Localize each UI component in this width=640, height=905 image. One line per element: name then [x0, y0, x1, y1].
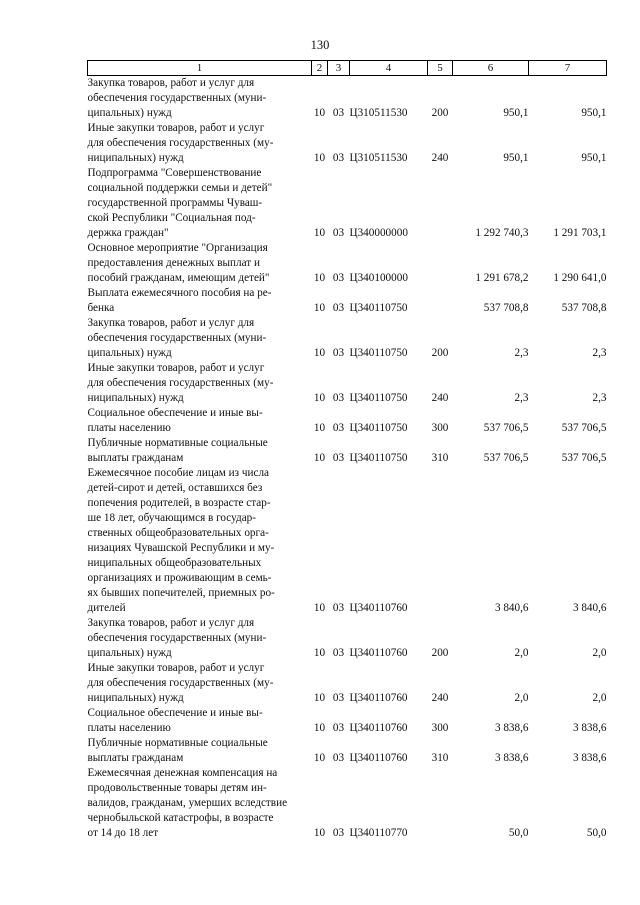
amount-year-2: 2,0	[592, 647, 607, 659]
row-name-line: детей-сирот и детей, оставшихся без	[87, 482, 263, 494]
target-article-code: Ц310511530	[349, 152, 408, 164]
amount-year-2: 950,1	[581, 152, 607, 164]
row-name	[88, 241, 312, 286]
budget-table	[87, 60, 607, 841]
expense-type-code: 310	[431, 452, 449, 464]
amount-year-1: 1 292 740,3	[475, 227, 529, 239]
row-name-line: Закупка товаров, работ и услуг для	[87, 317, 255, 329]
row-name-line: обеспечения государственных (муни-	[87, 632, 267, 644]
section-code: 10	[313, 422, 326, 434]
table-row	[88, 661, 607, 706]
amount-year-2: 537 708,8	[561, 302, 607, 314]
amount-year-1: 2,3	[514, 392, 529, 404]
table-row	[88, 76, 607, 122]
subsection-code: 03	[332, 602, 345, 614]
row-name-line: ях бывших попечителей, приемных ро-	[87, 587, 275, 599]
section-code: 10	[313, 647, 326, 659]
row-name-line: ниципальных) нужд	[87, 392, 184, 404]
subsection-code: 03	[332, 722, 345, 734]
expense-type-code: 310	[431, 752, 449, 764]
column-header: 7	[529, 61, 607, 76]
subsection-code: 03	[332, 422, 345, 434]
expense-type-code: 300	[431, 422, 449, 434]
amount-year-2: 3 838,6	[572, 722, 607, 734]
expense-type-code	[428, 166, 453, 241]
table-row	[88, 406, 607, 436]
target-article-code: Ц340110750	[349, 392, 408, 404]
section-code: 10	[313, 722, 326, 734]
table-row	[88, 436, 607, 466]
row-name	[88, 766, 312, 841]
row-name-line: для обеспечения государственных (му-	[87, 377, 274, 389]
amount-year-2: 1 290 641,0	[553, 272, 607, 284]
row-name-line: платы населению	[87, 722, 171, 734]
row-name	[88, 466, 312, 616]
row-name-line: держка граждан"	[87, 227, 169, 239]
row-name-line: обеспечения государственных (муни-	[87, 92, 267, 104]
subsection-code: 03	[332, 452, 345, 464]
amount-year-2: 2,0	[592, 692, 607, 704]
target-article-code: Ц340110760	[349, 602, 408, 614]
row-name-line: ниципальных общеобразовательных	[87, 557, 262, 569]
section-code: 10	[313, 272, 326, 284]
row-name-line: дителей	[87, 602, 126, 614]
amount-year-2: 2,3	[592, 392, 607, 404]
row-name	[88, 286, 312, 316]
section-code: 10	[313, 452, 326, 464]
column-header: 3	[328, 61, 350, 76]
row-name-line: ше 18 лет, обучающимся в государ-	[87, 512, 256, 524]
row-name	[88, 661, 312, 706]
table-row	[88, 466, 607, 616]
amount-year-2: 3 840,6	[572, 602, 607, 614]
target-article-code: Ц340110750	[349, 452, 408, 464]
row-name	[88, 706, 312, 736]
section-code: 10	[313, 752, 326, 764]
row-name-line: пособий гражданам, имеющим детей"	[87, 272, 270, 284]
row-name	[88, 76, 312, 122]
amount-year-2: 50,0	[586, 827, 607, 839]
row-name	[88, 736, 312, 766]
target-article-code: Ц340110750	[349, 302, 408, 314]
row-name-line: попечения родителей, в возрасте стар-	[87, 497, 271, 509]
amount-year-2: 537 706,5	[561, 452, 607, 464]
row-name-line: ской Республики "Социальная под-	[87, 212, 256, 224]
section-code: 10	[313, 602, 326, 614]
target-article-code: Ц340110770	[349, 827, 408, 839]
table-row	[88, 286, 607, 316]
amount-year-2: 1 291 703,1	[553, 227, 607, 239]
target-article-code: Ц340110750	[349, 422, 408, 434]
row-name-line: ниципальных) нужд	[87, 152, 184, 164]
row-name-line: Выплата ежемесячного пособия на ре-	[87, 287, 272, 299]
row-name-line: бенка	[87, 302, 115, 314]
amount-year-1: 537 708,8	[483, 302, 529, 314]
target-article-code: Ц340110760	[349, 752, 408, 764]
row-name-line: ственных общеобразовательных орга-	[87, 527, 269, 539]
row-name-line: социальной поддержки семьи и детей"	[87, 182, 273, 194]
row-name	[88, 616, 312, 661]
row-name-line: Публичные нормативные социальные	[87, 437, 268, 449]
column-header: 4	[350, 61, 428, 76]
table-row	[88, 166, 607, 241]
row-name-line: низациях Чувашской Республики и му-	[87, 542, 275, 554]
row-name	[88, 361, 312, 406]
amount-year-1: 3 838,6	[494, 722, 529, 734]
table-row	[88, 361, 607, 406]
row-name-line: Публичные нормативные социальные	[87, 737, 268, 749]
row-name-line: валидов, гражданам, умерших вследствие	[87, 797, 288, 809]
row-name-line: организациях и проживающим в семь-	[87, 572, 272, 584]
row-name-line: Иные закупки товаров, работ и услуг	[87, 662, 265, 674]
amount-year-1: 2,3	[514, 347, 529, 359]
amount-year-2: 3 838,6	[572, 752, 607, 764]
row-name-line: ципальных) нужд	[87, 347, 172, 359]
subsection-code: 03	[332, 647, 345, 659]
row-name-line: продовольственные товары детям ин-	[87, 782, 267, 794]
row-name-line: Ежемесячная денежная компенсация на	[87, 767, 278, 779]
row-name-line: для обеспечения государственных (му-	[87, 677, 274, 689]
amount-year-1: 1 291 678,2	[475, 272, 529, 284]
row-name-line: для обеспечения государственных (му-	[87, 137, 274, 149]
amount-year-1: 50,0	[508, 827, 529, 839]
amount-year-1: 2,0	[514, 692, 529, 704]
target-article-code: Ц340110750	[349, 347, 408, 359]
subsection-code: 03	[332, 302, 345, 314]
header-row	[88, 61, 607, 76]
section-code: 10	[313, 827, 326, 839]
subsection-code: 03	[332, 692, 345, 704]
row-name-line: предоставления денежных выплат и	[87, 257, 260, 269]
page-number: 130	[310, 38, 330, 52]
expense-type-code: 200	[431, 347, 449, 359]
target-article-code: Ц340100000	[349, 272, 408, 284]
subsection-code: 03	[332, 227, 345, 239]
row-name-line: Иные закупки товаров, работ и услуг	[87, 122, 265, 134]
subsection-code: 03	[332, 272, 345, 284]
row-name-line: Основное мероприятие "Организация	[87, 242, 268, 254]
target-article-code: Ц340000000	[349, 227, 408, 239]
row-name-line: платы населению	[87, 422, 171, 434]
target-article-code: Ц310511530	[349, 107, 408, 119]
row-name	[88, 166, 312, 241]
row-name-line: Социальное обеспечение и иные вы-	[87, 407, 263, 419]
row-name	[88, 316, 312, 361]
section-code: 10	[313, 692, 326, 704]
subsection-code: 03	[332, 347, 345, 359]
section-code: 10	[313, 302, 326, 314]
expense-type-code: 200	[431, 647, 449, 659]
amount-year-1: 950,1	[503, 152, 529, 164]
row-name-line: ципальных) нужд	[87, 647, 172, 659]
table-row	[88, 316, 607, 361]
subsection-code: 03	[332, 152, 345, 164]
amount-year-2: 2,3	[592, 347, 607, 359]
row-name-line: ципальных) нужд	[87, 107, 172, 119]
row-name-line: обеспечения государственных (муни-	[87, 332, 267, 344]
section-code: 10	[313, 392, 326, 404]
row-name-line: Закупка товаров, работ и услуг для	[87, 617, 255, 629]
amount-year-2: 537 706,5	[561, 422, 607, 434]
table-row	[88, 616, 607, 661]
table-row	[88, 706, 607, 736]
expense-type-code: 240	[431, 392, 449, 404]
row-name-line: ниципальных) нужд	[87, 692, 184, 704]
column-header: 2	[312, 61, 328, 76]
row-name	[88, 406, 312, 436]
amount-year-1: 537 706,5	[483, 452, 529, 464]
amount-year-1: 3 840,6	[494, 602, 529, 614]
section-code: 10	[313, 107, 326, 119]
row-name	[88, 436, 312, 466]
row-name-line: выплаты гражданам	[87, 752, 184, 764]
row-name	[88, 121, 312, 166]
row-name-line: государственной программы Чуваш-	[87, 197, 263, 209]
row-name-line: Социальное обеспечение и иные вы-	[87, 707, 263, 719]
expense-type-code: 300	[431, 722, 449, 734]
subsection-code: 03	[332, 107, 345, 119]
row-name-line: выплаты гражданам	[87, 452, 184, 464]
row-name-line: Ежемесячное пособие лицам из числа	[87, 467, 270, 479]
expense-type-code: 240	[431, 152, 449, 164]
amount-year-1: 2,0	[514, 647, 529, 659]
target-article-code: Ц340110760	[349, 692, 408, 704]
table-row	[88, 241, 607, 286]
expense-type-code	[428, 241, 453, 286]
table-row	[88, 736, 607, 766]
subsection-code: 03	[332, 392, 345, 404]
target-article-code: Ц340110760	[349, 647, 408, 659]
amount-year-1: 3 838,6	[494, 752, 529, 764]
table-row	[88, 121, 607, 166]
section-code: 10	[313, 152, 326, 164]
row-name-line: Закупка товаров, работ и услуг для	[87, 77, 255, 89]
expense-type-code: 200	[431, 107, 449, 119]
amount-year-1: 950,1	[503, 107, 529, 119]
row-name-line: чернобыльской катастрофы, в возрасте	[87, 812, 274, 824]
subsection-code: 03	[332, 752, 345, 764]
column-header: 5	[428, 61, 453, 76]
expense-type-code	[428, 766, 453, 841]
row-name-line: Подпрограмма "Совершенствование	[87, 167, 262, 179]
expense-type-code	[428, 466, 453, 616]
subsection-code: 03	[332, 827, 345, 839]
column-header: 6	[453, 61, 529, 76]
row-name-line: от 14 до 18 лет	[87, 827, 159, 839]
expense-type-code: 240	[431, 692, 449, 704]
expense-type-code	[428, 286, 453, 316]
column-header: 1	[88, 61, 312, 76]
amount-year-1: 537 706,5	[483, 422, 529, 434]
table-row	[88, 766, 607, 841]
amount-year-2: 950,1	[581, 107, 607, 119]
section-code: 10	[313, 227, 326, 239]
row-name-line: Иные закупки товаров, работ и услуг	[87, 362, 265, 374]
target-article-code: Ц340110760	[349, 722, 408, 734]
section-code: 10	[313, 347, 326, 359]
